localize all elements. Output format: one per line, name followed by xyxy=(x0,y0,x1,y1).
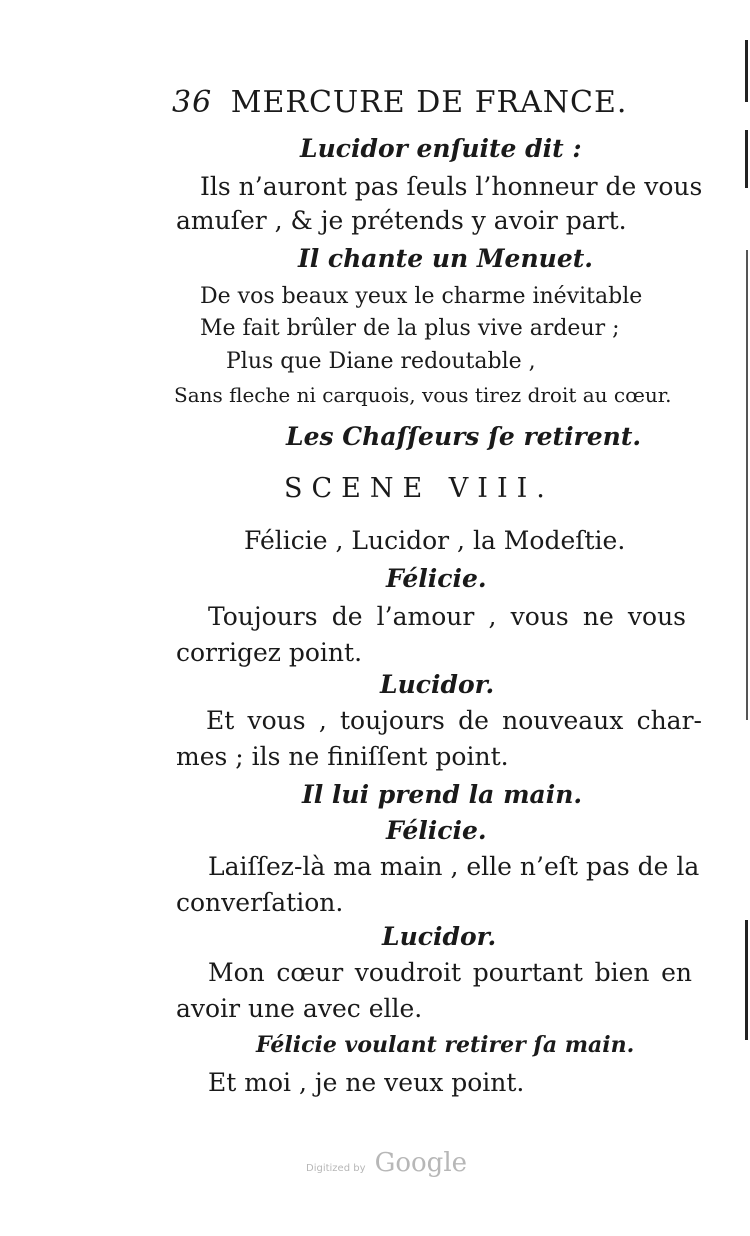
speaker-name: Félicie. xyxy=(386,564,487,593)
prose-line: Laiſſez-là ma main , elle n’eſt pas de la xyxy=(208,852,700,881)
scene-heading: SCENE VIII. xyxy=(284,473,554,504)
binding-edge-mark xyxy=(745,40,748,102)
prose-line: mes ; ils ne finiſſent point. xyxy=(176,742,509,771)
binding-edge-mark xyxy=(746,250,748,720)
stage-direction: Il lui prend la main. xyxy=(302,780,583,809)
page-number: 36 xyxy=(172,85,213,120)
prose-line: Et vous , toujours de nouveaux char- xyxy=(206,706,702,735)
header-title: MERCURE DE FRANCE. xyxy=(230,85,628,120)
stage-direction: Il chante un Menuet. xyxy=(298,244,593,273)
binding-edge-mark xyxy=(745,920,748,1040)
stage-direction: Les Chaſſeurs ſe retirent. xyxy=(286,422,642,451)
digitized-watermark xyxy=(306,1148,467,1178)
prose-line: Et moi , je ne veux point. xyxy=(208,1068,525,1097)
prose-line: amuſer , & je prétends y avoir part. xyxy=(176,206,627,235)
verse-line: De vos beaux yeux le charme inévitable xyxy=(200,284,643,309)
prose-line: Mon cœur voudroit pourtant bien en xyxy=(208,958,692,987)
speaker-name: Lucidor. xyxy=(382,922,497,951)
verse-line: Plus que Diane redoutable , xyxy=(226,349,536,374)
prose-line: Toujours de l’amour , vous ne vous xyxy=(208,602,686,631)
prose-line: corrigez point. xyxy=(176,638,363,667)
verse-line: Sans fleche ni carquois, vous tirez droit au cœur. xyxy=(174,383,672,407)
prose-line: avoir une avec elle. xyxy=(176,994,423,1023)
stage-direction: Lucidor enſuite dit : xyxy=(300,134,582,163)
watermark-prefix: Digitized by xyxy=(306,1163,366,1174)
speaker-name: Félicie. xyxy=(386,816,487,845)
stage-direction: Félicie voulant retirer ſa main. xyxy=(256,1032,635,1058)
verse-line: Me fait brûler de la plus vive ardeur ; xyxy=(200,316,620,341)
running-header xyxy=(172,85,628,120)
prose-line: Ils n’auront pas ſeuls l’honneur de vous xyxy=(200,172,703,201)
google-logo: Google xyxy=(374,1148,468,1178)
speaker-name: Lucidor. xyxy=(380,670,495,699)
prose-line: converſation. xyxy=(176,888,344,917)
character-list: Félicie , Lucidor , la Modeſtie. xyxy=(244,526,626,555)
binding-edge-mark xyxy=(745,130,748,188)
